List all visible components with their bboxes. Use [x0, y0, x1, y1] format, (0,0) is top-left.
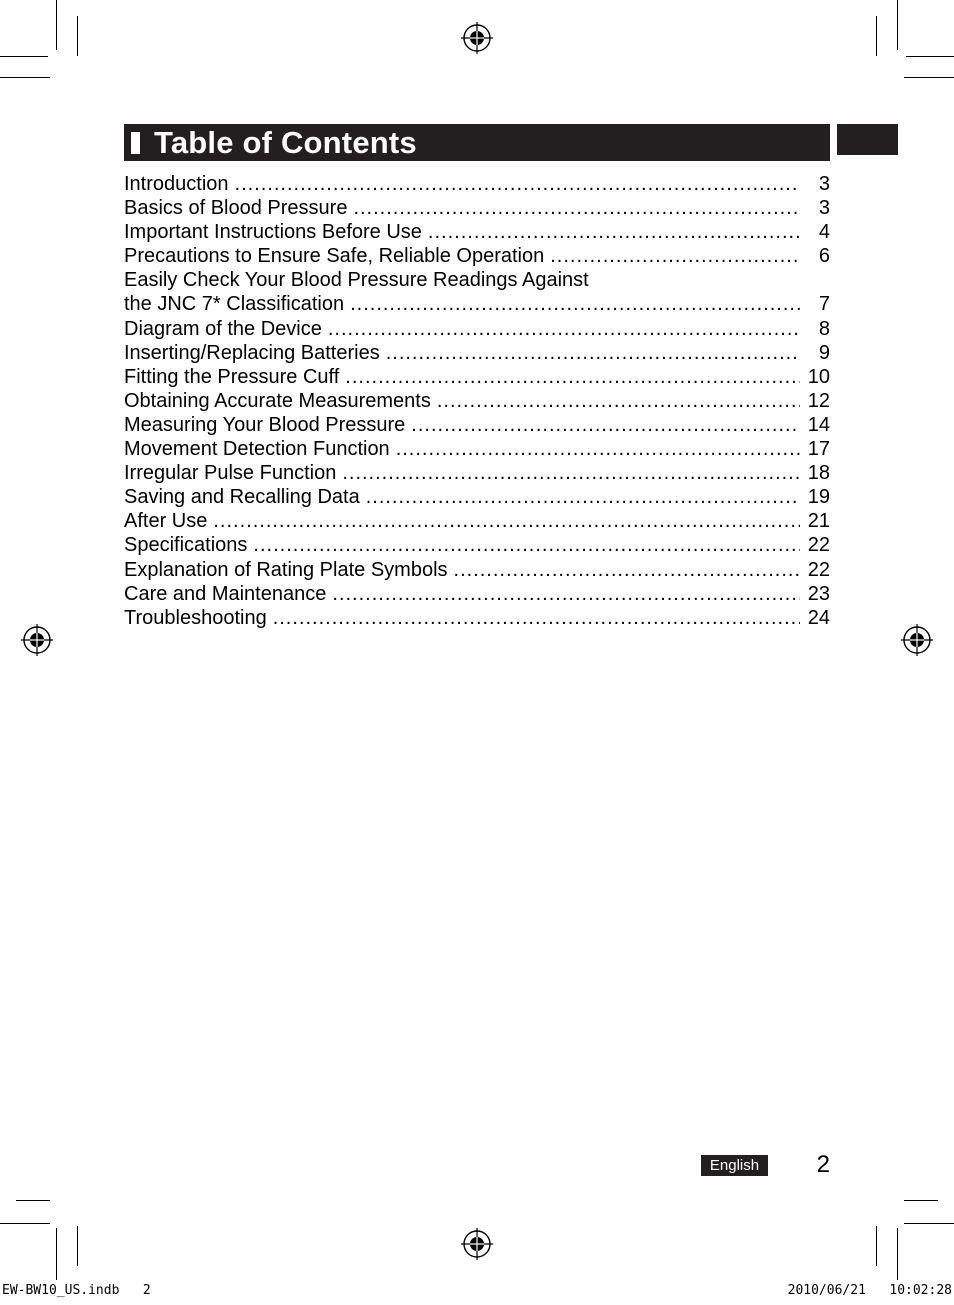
- toc-entry[interactable]: [124, 196, 830, 220]
- toc-entry-page: 9: [818, 341, 830, 364]
- toc-entry[interactable]: [124, 413, 830, 437]
- toc-entry-page: 6: [818, 245, 830, 268]
- page-title: Table of Contents: [154, 125, 417, 160]
- toc-entry-title: Diagram of the Device: [124, 317, 322, 340]
- toc-entry-title: Obtaining Accurate Measurements: [124, 389, 431, 412]
- toc-entry-title: Measuring Your Blood Pressure: [124, 413, 406, 436]
- toc-entry[interactable]: [124, 485, 830, 509]
- crop-mark: [904, 1200, 938, 1201]
- toc-entry-page: 18: [807, 462, 830, 485]
- crop-mark: [0, 77, 50, 78]
- toc-entry-title: Irregular Pulse Function: [124, 462, 337, 485]
- page-number: 2: [816, 1151, 830, 1178]
- toc-entry-title: After Use: [124, 510, 208, 533]
- toc-entry-page: 21: [807, 510, 830, 533]
- dot-leader: [328, 317, 800, 341]
- toc-entry-title: Introduction: [124, 173, 229, 195]
- dot-leader: [273, 606, 800, 630]
- print-slug-file: EW-BW10_US.indb 2: [2, 1283, 151, 1298]
- toc-entry[interactable]: [124, 461, 830, 485]
- toc-title-bar: [124, 124, 830, 161]
- toc-entry[interactable]: [124, 437, 830, 461]
- language-badge: English: [701, 1155, 768, 1176]
- dot-leader: [253, 533, 800, 557]
- toc-entry[interactable]: [124, 389, 830, 413]
- crop-mark: [906, 56, 954, 57]
- toc-entry[interactable]: [124, 558, 830, 582]
- dot-leader: [345, 365, 800, 389]
- dot-leader: [428, 220, 800, 244]
- crop-mark: [897, 1228, 898, 1280]
- crop-mark: [0, 1223, 50, 1224]
- toc-entry-page: 3: [818, 173, 830, 195]
- toc-entry[interactable]: [124, 582, 830, 606]
- crop-mark: [0, 56, 48, 57]
- toc-entry-title: Inserting/Replacing Batteries: [124, 341, 380, 364]
- toc-entry-page: 7: [818, 293, 830, 316]
- crop-mark: [77, 1226, 78, 1266]
- toc-entry-page: 14: [807, 413, 830, 436]
- crosshair-target-icon: [461, 22, 493, 54]
- dot-leader: [353, 196, 800, 220]
- dot-leader: [411, 413, 800, 437]
- toc-entry[interactable]: [124, 317, 830, 341]
- toc-list: [124, 172, 830, 630]
- crop-mark: [77, 16, 78, 56]
- toc-entry-title: Precautions to Ensure Safe, Reliable Operation: [124, 245, 545, 268]
- toc-entry-page: 10: [807, 365, 830, 388]
- crop-mark: [904, 77, 954, 78]
- toc-entry[interactable]: [124, 220, 830, 244]
- dot-leader: [366, 485, 800, 509]
- toc-entry-page: 19: [807, 486, 830, 509]
- toc-entry-page: 23: [807, 582, 830, 605]
- toc-entry[interactable]: [124, 606, 830, 630]
- toc-entry-title: Troubleshooting: [124, 606, 267, 629]
- toc-entry[interactable]: [124, 244, 830, 268]
- dot-leader: [550, 244, 800, 268]
- toc-entry-title: Specifications: [124, 534, 248, 557]
- crop-mark: [876, 1226, 877, 1266]
- crop-mark: [16, 1200, 50, 1201]
- dot-leader: [437, 389, 800, 413]
- dot-leader: [396, 437, 800, 461]
- toc-entry[interactable]: [124, 268, 830, 292]
- crop-mark: [897, 0, 898, 50]
- toc-entry-page: 22: [807, 534, 830, 557]
- toc-entry[interactable]: [124, 341, 830, 365]
- toc-entry-title: Care and Maintenance: [124, 582, 327, 605]
- title-marker: [131, 132, 140, 154]
- print-slug-timestamp: 2010/06/21 10:02:28: [787, 1283, 952, 1298]
- toc-entry-title: Easily Check Your Blood Pressure Readings Against: [124, 269, 589, 292]
- toc-entry-title: the JNC 7* Classification: [124, 293, 345, 316]
- toc-entry-title: Movement Detection Function: [124, 438, 390, 461]
- toc-entry-page: 22: [807, 558, 830, 581]
- crop-mark: [56, 1228, 57, 1280]
- toc-entry-page: 3: [818, 197, 830, 220]
- toc-entry[interactable]: [124, 172, 830, 196]
- dot-leader: [350, 292, 800, 316]
- section-tab: [837, 124, 898, 155]
- toc-entry-page: 17: [807, 438, 830, 461]
- toc-entry-title: Basics of Blood Pressure: [124, 197, 348, 220]
- dot-leader: [454, 558, 800, 582]
- dot-leader: [235, 172, 800, 196]
- dot-leader: [332, 582, 800, 606]
- crosshair-target-icon: [461, 1228, 493, 1260]
- dot-leader: [386, 341, 800, 365]
- toc-entry-title: Saving and Recalling Data: [124, 486, 360, 509]
- toc-entry-title: Important Instructions Before Use: [124, 221, 422, 244]
- crop-mark: [904, 1223, 954, 1224]
- toc-entry-title: Explanation of Rating Plate Symbols: [124, 558, 448, 581]
- toc-entry-page: 24: [807, 606, 830, 629]
- crop-mark: [876, 16, 877, 56]
- toc-entry[interactable]: [124, 509, 830, 533]
- toc-entry-page: 12: [807, 389, 830, 412]
- toc-entry-page: 8: [818, 317, 830, 340]
- crosshair-target-icon: [901, 624, 933, 656]
- toc-entry[interactable]: [124, 365, 830, 389]
- dot-leader: [213, 509, 800, 533]
- crop-mark: [56, 0, 57, 50]
- toc-entry-title: Fitting the Pressure Cuff: [124, 365, 340, 388]
- crosshair-target-icon: [21, 624, 53, 656]
- toc-entry[interactable]: [124, 292, 830, 316]
- dot-leader: [342, 461, 800, 485]
- toc-entry-page: 4: [818, 221, 830, 244]
- toc-entry[interactable]: [124, 533, 830, 557]
